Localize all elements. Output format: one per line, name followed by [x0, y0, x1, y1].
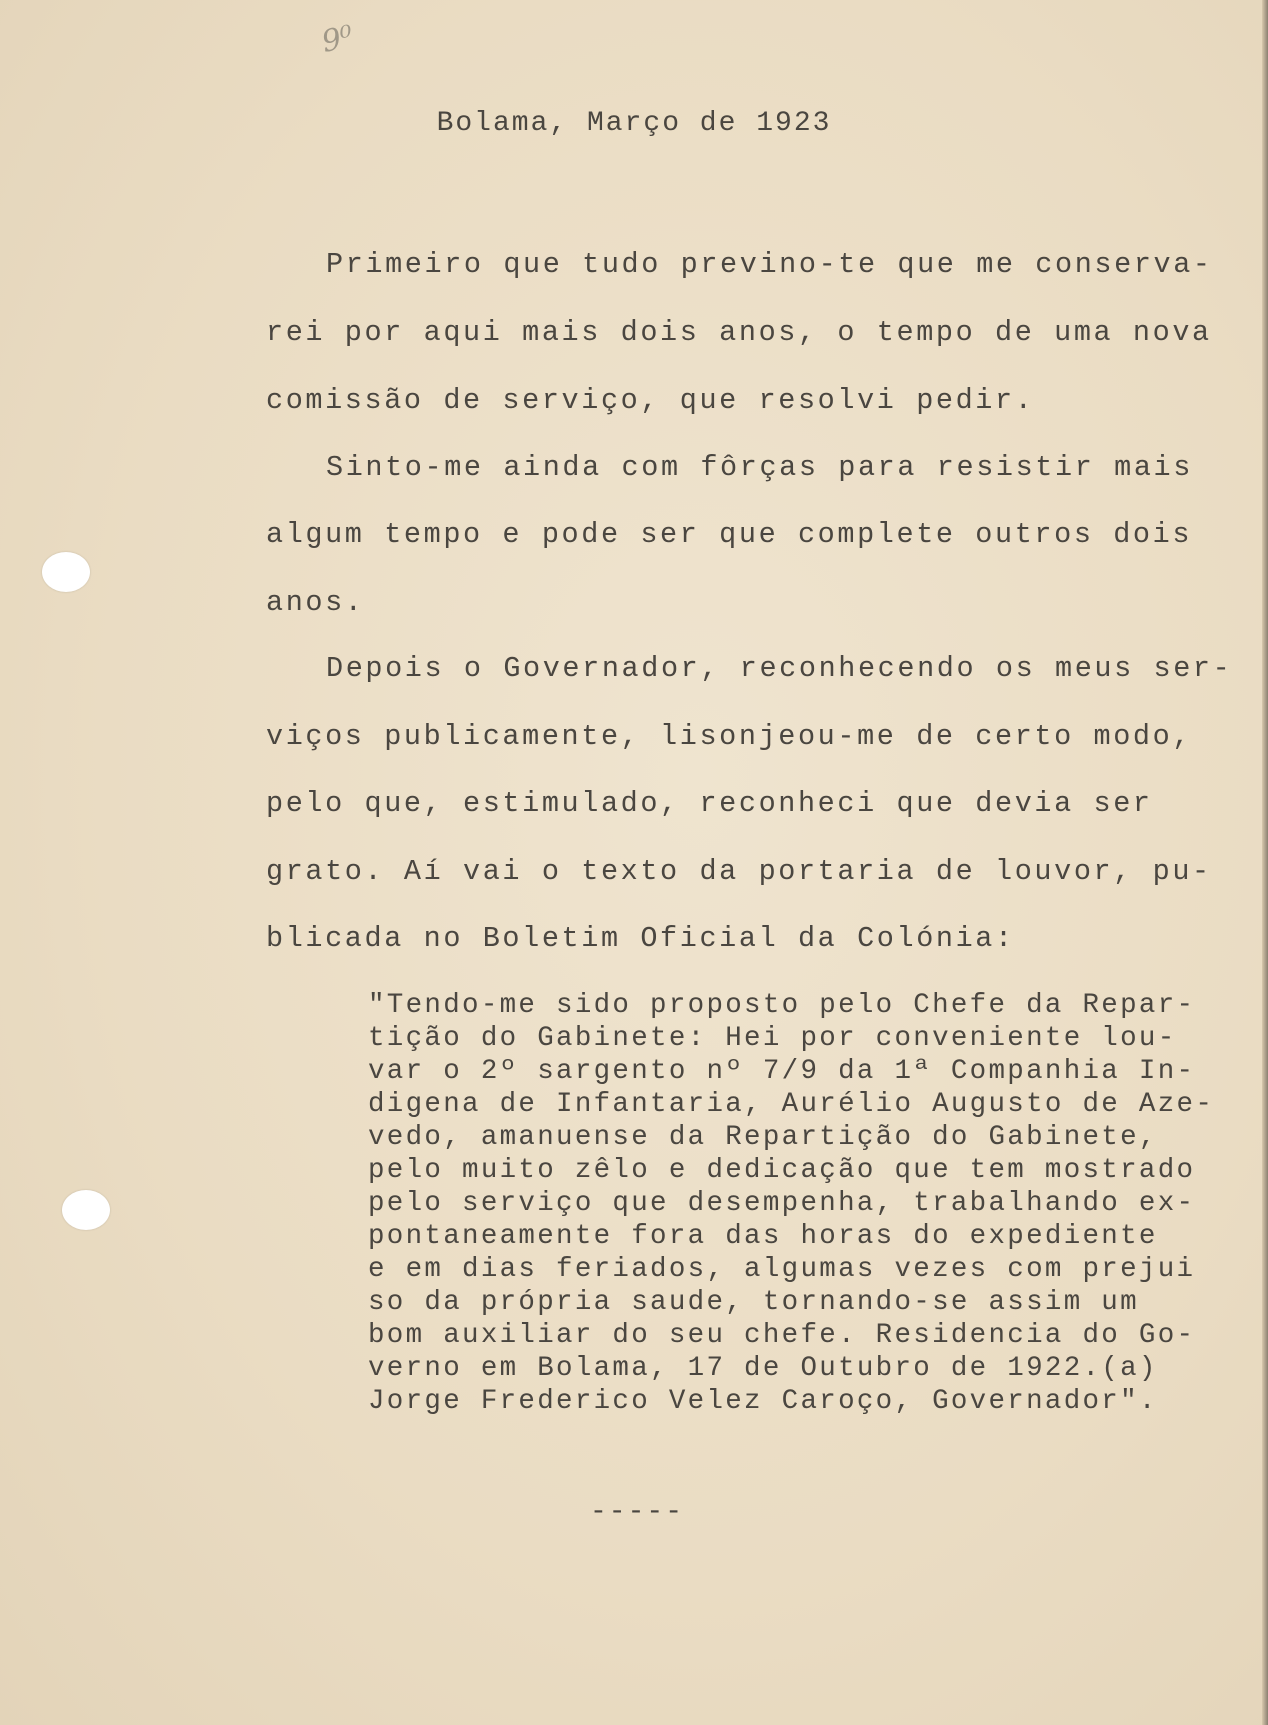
quote-line: pontaneamente fora das horas do expediente: [368, 1221, 1158, 1252]
body-line: Sinto-me ainda com fôrças para resistir mais: [326, 451, 1193, 484]
body-line: comissão de serviço, que resolvi pedir.: [266, 384, 1035, 417]
quote-line: pelo serviço que desempenha, trabalhando ex-: [368, 1188, 1196, 1219]
body-line: viços publicamente, lisonjeou-me de certo modo,: [266, 720, 1193, 753]
body-line: grato. Aí vai o texto da portaria de louvor, pu-: [266, 855, 1212, 888]
quote-line: "Tendo-me sido proposto pelo Chefe da Repar-: [368, 990, 1196, 1021]
body-line: blicada no Boletim Oficial da Colónia:: [266, 922, 1015, 955]
quote-line: verno em Bolama, 17 de Outubro de 1922.(a): [368, 1353, 1158, 1384]
quote-line: Jorge Frederico Velez Caroço, Governador".: [368, 1386, 1158, 1417]
quote-line: bom auxiliar do seu chefe. Residencia do Go-: [368, 1320, 1196, 1351]
quote-line: var o 2º sargento nº 7/9 da 1ª Companhia In-: [368, 1056, 1196, 1087]
section-divider: -----: [590, 1497, 685, 1528]
quote-line: vedo, amanuense da Repartição do Gabinete,: [368, 1122, 1158, 1153]
body-line: pelo que, estimulado, reconheci que devia ser: [266, 787, 1153, 820]
quote-line: so da própria saude, tornando-se assim um: [368, 1287, 1139, 1318]
body-line: Depois o Governador, reconhecendo os meus ser-: [326, 652, 1233, 685]
paper-edge: [1262, 0, 1268, 1725]
pencil-annotation: 9⁰: [318, 19, 357, 60]
body-line: algum tempo e pode ser que complete outros dois: [266, 518, 1193, 551]
body-line: Primeiro que tudo previno-te que me conserva-: [326, 248, 1213, 281]
quote-line: digena de Infantaria, Aurélio Augusto de Aze-: [368, 1089, 1215, 1120]
quote-line: e em dias feriados, algumas vezes com prejui: [368, 1254, 1196, 1285]
punch-hole-bottom: [62, 1190, 110, 1230]
body-line: rei por aqui mais dois anos, o tempo de uma nova: [266, 316, 1212, 349]
document-heading: Bolama, Março de 1923: [436, 108, 832, 139]
quote-line: tição do Gabinete: Hei por conveniente lou-: [368, 1023, 1177, 1054]
quote-line: pelo muito zêlo e dedicação que tem mostrado: [368, 1155, 1196, 1186]
punch-hole-top: [42, 552, 90, 592]
body-line: anos.: [266, 586, 365, 619]
